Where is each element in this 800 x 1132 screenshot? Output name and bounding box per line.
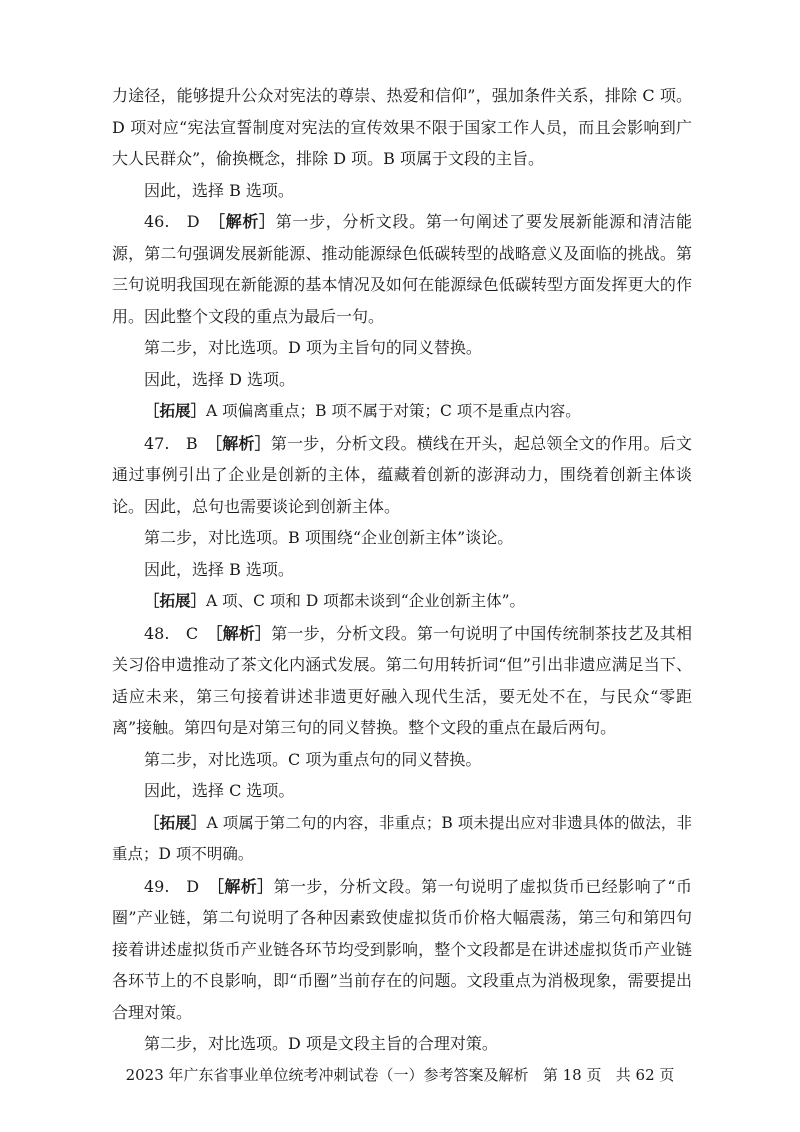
paragraph-text: 48. C bbox=[144, 623, 215, 643]
paragraph-text: 第二步，对比选项。B 项围绕“企业创新主体”谈论。 bbox=[144, 528, 514, 547]
paragraph-p15 bbox=[112, 1028, 692, 1060]
page-footer bbox=[0, 1062, 800, 1088]
paragraph-text: 因此，选择 B 选项。 bbox=[144, 180, 294, 200]
paragraph-text: 第一步，分析文段。第一句说明了中国传统制茶技艺及其相关习俗申遗推动了茶文化内涵式发展。第二句用转折词“但”引出非遗应满足当下、适应未来，第三句接着讲述非遗更好融入现代生活，要无处不在，与民众“零距离”接触。第四句是对第三句的同义替换。整个文段的重点在最后两句。 bbox=[112, 623, 692, 737]
section-tag: ［解析］ bbox=[214, 433, 271, 453]
paragraph-p6 bbox=[112, 428, 692, 523]
paragraph-p11 bbox=[112, 744, 692, 776]
paragraph-p14 bbox=[112, 871, 692, 1029]
answer-explanation-body bbox=[112, 80, 692, 1060]
paragraph-p4 bbox=[112, 364, 692, 396]
paragraph-text: 因此，选择 B 选项。 bbox=[144, 559, 294, 579]
paragraph-p8 bbox=[112, 554, 692, 586]
paragraph-text: 第一步，分析文段。横线在开头，起总领全文的作用。后文通过事例引出了企业是创新的主体，蕴藏着创新的澎湃动力，围绕着创新主体谈论。因此，总句也需要谈论到创新主体。 bbox=[112, 433, 692, 516]
footer-total-pages: 共 62 页 bbox=[615, 1066, 675, 1084]
paragraph-text: 第一步，分析文段。第一句说明了虚拟货币已经影响了“币圈”产业链，第二句说明了各种因素致使虚拟货币价格大幅震荡，第三句和第四句接着讲述虚拟货币产业链各环节均受到影响，整个文段都是在讲述虚拟货币产业链各环节上的不良影响，即“币圈”当前存在的问题。文段重点为消极现象，需要提出合理对策。 bbox=[112, 876, 692, 1022]
paragraph-text: 因此，选择 C 选项。 bbox=[144, 781, 295, 800]
paragraph-p13 bbox=[112, 807, 692, 871]
footer-page-number: 第 18 页 bbox=[542, 1066, 602, 1084]
paragraph-p3 bbox=[112, 332, 692, 364]
paragraph-text: 因此，选择 D 选项。 bbox=[144, 369, 296, 389]
paragraph-p9 bbox=[112, 585, 692, 618]
paragraph-text: 第一步，分析文段。第一句阐述了要发展新能源和清洁能源，第二句强调发展新能源、推动能源绿色低碳转型的战略意义及面临的挑战。第三句说明我国现在新能源的基本情况及如何在能源绿色低碳转型方面发挥更大的作用。因此整个文段的重点为最后一句。 bbox=[112, 212, 692, 326]
section-tag: ［解析］ bbox=[215, 876, 274, 896]
paragraph-p1 bbox=[112, 175, 692, 207]
paragraph-text: A 项、C 项和 D 项都未谈到“企业创新主体”。 bbox=[206, 592, 526, 610]
paragraph-text: 49. D bbox=[144, 876, 216, 896]
section-tag: ［解析］ bbox=[217, 212, 276, 231]
paragraph-text: 第二步，对比选项。D 项是文段主旨的合理对策。 bbox=[144, 1034, 498, 1053]
paragraph-text: A 项偏离重点；B 项不属于对策；C 项不是重点内容。 bbox=[206, 402, 581, 420]
paragraph-p0 bbox=[112, 80, 692, 175]
section-tag: ［拓展］ bbox=[144, 812, 207, 832]
paragraph-p10 bbox=[112, 618, 692, 744]
section-tag: ［解析］ bbox=[214, 623, 272, 643]
paragraph-p12 bbox=[112, 775, 692, 807]
paragraph-text: 第二步，对比选项。D 项为主旨句的同义替换。 bbox=[144, 338, 482, 357]
paragraph-p2 bbox=[112, 206, 692, 332]
paragraph-text: A 项属于第二句的内容，非重点；B 项未提出应对非遗具体的做法，非重点；D 项不明确。 bbox=[112, 813, 692, 863]
section-tag: ［拓展］ bbox=[144, 591, 207, 610]
paragraph-text: 47. B bbox=[144, 433, 215, 453]
paragraph-p5 bbox=[112, 395, 692, 428]
paragraph-text: 第二步，对比选项。C 项为重点句的同义替换。 bbox=[144, 749, 482, 769]
paragraph-text: 46. D bbox=[144, 212, 217, 231]
paragraph-p7 bbox=[112, 522, 692, 554]
footer-title: 2023 年广东省事业单位统考冲刺试卷（一）参考答案及解析 bbox=[125, 1066, 529, 1084]
section-tag: ［拓展］ bbox=[144, 401, 207, 420]
paragraph-text: 力途径，能够提升公众对宪法的尊崇、热爱和信仰”，强加条件关系，排除 C 项。D 项对应“宪法宣誓制度对宪法的宣传效果不限于国家工作人员，而且会影响到广大人民群众”，偷换概念，排除 D 项。B 项属于文段的主旨。 bbox=[112, 86, 692, 168]
